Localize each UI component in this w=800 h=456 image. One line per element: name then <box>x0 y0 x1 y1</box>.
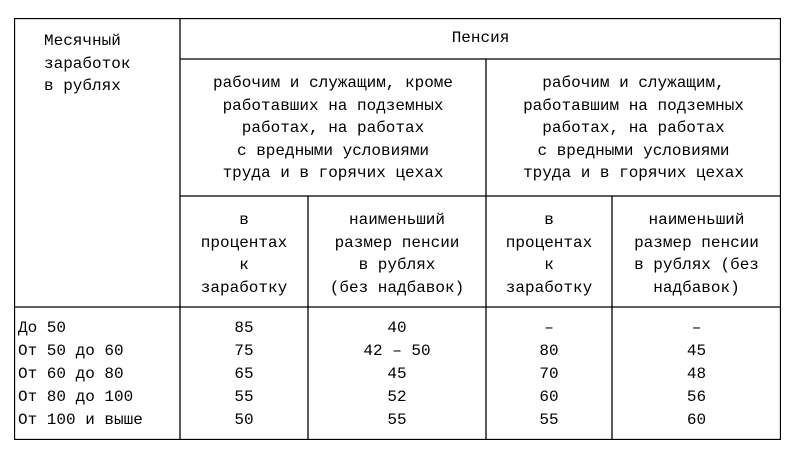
row-a-min: 55 <box>387 411 407 429</box>
header-group-b: рабочим и служащим, работавшим на подземных работах, на работах с вредными условиями труда и в горячих цехах <box>523 74 744 182</box>
row-earnings: До 50 <box>18 319 67 337</box>
header-group-a: рабочим и служащим, кроме работавших на подземных работах, на работах с вредными условиями труда и в горячих цехах <box>212 74 454 182</box>
header-earnings: Месячный заработок в рублях <box>44 32 131 95</box>
row-b-min: 56 <box>686 388 707 406</box>
header-b-percent: в процентах к заработку <box>505 211 593 297</box>
row-a-min: 42 – 50 <box>363 342 431 360</box>
row-b-min: 48 <box>686 365 707 383</box>
row-earnings: От 100 и выше <box>18 411 143 429</box>
row-a-percent: 65 <box>234 365 254 383</box>
row-a-percent: 55 <box>234 388 254 406</box>
row-b-min: 45 <box>686 342 707 360</box>
header-pension: Пенсия <box>451 29 510 47</box>
row-a-percent: 75 <box>234 342 254 360</box>
row-a-percent: 50 <box>234 411 254 429</box>
header-b-min: наименьший размер пенсии в рублях (без надбавок) <box>634 211 759 297</box>
row-b-percent: 60 <box>539 388 559 406</box>
row-b-percent: – <box>544 319 554 337</box>
row-b-percent: 55 <box>539 411 559 429</box>
row-b-min: 60 <box>686 411 707 429</box>
row-earnings: От 60 до 80 <box>18 365 124 383</box>
row-a-percent: 85 <box>234 319 254 337</box>
row-a-min: 40 <box>387 319 407 337</box>
row-b-min: – <box>691 319 702 337</box>
row-b-percent: 70 <box>539 365 559 383</box>
row-earnings: От 80 до 100 <box>18 388 134 406</box>
row-b-percent: 80 <box>539 342 559 360</box>
pension-table <box>14 18 781 440</box>
row-a-min: 45 <box>387 365 407 383</box>
row-earnings: От 50 до 60 <box>18 342 124 360</box>
header-a-min: наименьший размер пенсии в рублях (без надбавок) <box>329 211 465 297</box>
header-a-percent: в процентах к заработку <box>200 211 288 297</box>
row-a-min: 52 <box>387 388 407 406</box>
